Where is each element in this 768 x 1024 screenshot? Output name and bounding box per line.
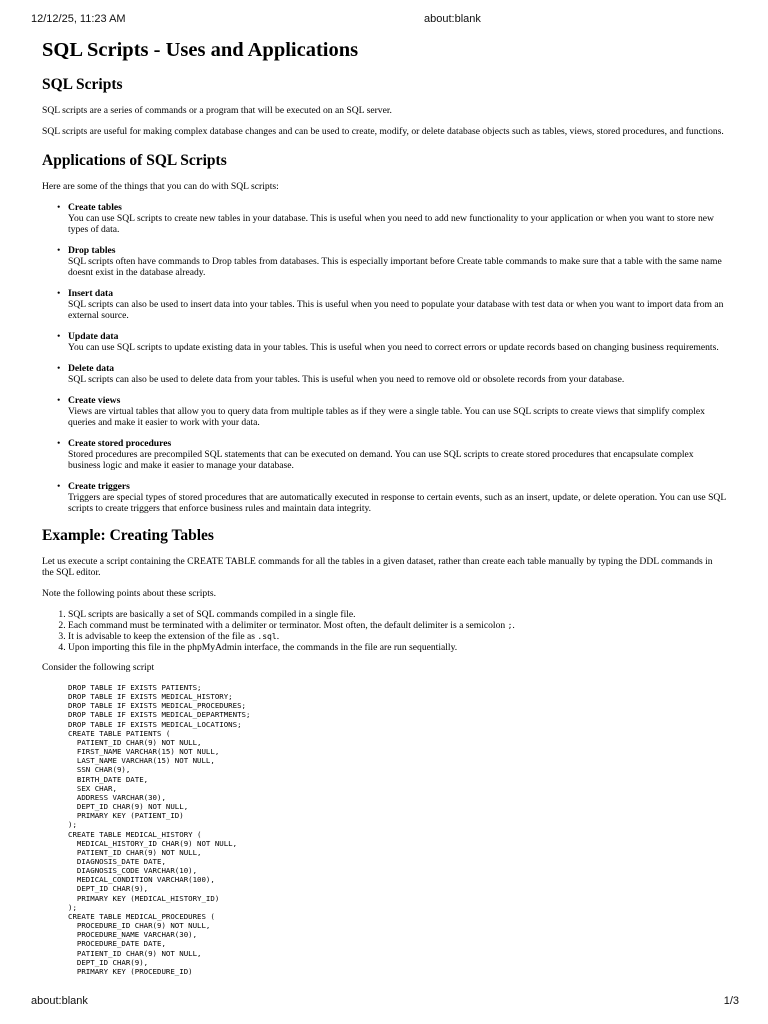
list-item-title: Insert data bbox=[68, 288, 114, 299]
sql-code-block: DROP TABLE IF EXISTS PATIENTS; DROP TABLE IF EXISTS MEDICAL_HISTORY; DROP TABLE IF EXISTS MEDICAL_PROCEDURES; DROP TABLE IF EXISTS MEDICAL_DEPARTMENTS; DROP TABLE IF EXISTS MEDICAL_LOCATIONS; CREATE TABLE PATIENTS ( PATIENT_ID CHAR(9) NOT NULL, FIRST_NAME VARCHAR(15) NOT NULL, LAST_NAME VARCHAR(15) NOT NULL, SSN CHAR(9), BIRTH_DATE DATE, SEX CHAR, ADDRESS VARCHAR(30), DEPT_ID CHAR(9) NOT NULL, PRIMARY KEY (PATIENT_ID) ); CREATE TABLE MEDICAL_HISTORY ( MEDICAL_HISTORY_ID CHAR(9) NOT NULL, PATIENT_ID CHAR(9) NOT NULL, DIAGNOSIS_DATE DATE, DIAGNOSIS_CODE VARCHAR(10), MEDICAL_CONDITION VARCHAR(100), DEPT_ID CHAR(9), PRIMARY KEY (MEDICAL_HISTORY_ID) ); CREATE TABLE MEDICAL_PROCEDURES ( PROCEDURE_ID CHAR(9) NOT NULL, PROCEDURE_NAME VARCHAR(30), PROCEDURE_DATE DATE, PATIENT_ID CHAR(9) NOT NULL, DEPT_ID CHAR(9), PRIMARY KEY (PROCEDURE_ID) bbox=[68, 683, 251, 976]
list-item: 1. SQL scripts are basically a set of SQL commands compiled in a single file. bbox=[68, 609, 726, 620]
list-item bbox=[57, 363, 726, 385]
point-text: Each command must be terminated with a delimiter or terminator. Most often, the default delimiter is a semicolon bbox=[68, 620, 508, 631]
section-heading-sql-scripts: SQL Scripts bbox=[42, 76, 123, 93]
list-item-text: SQL scripts can also be used to insert data into your tables. This is useful when you need to populate your database with test data or when you want to import data from an external source. bbox=[68, 299, 724, 321]
list-item bbox=[57, 438, 726, 471]
list-item bbox=[68, 631, 726, 642]
list-item-text: Stored procedures are precompiled SQL statements that can be executed on demand. You can use SQL scripts to create stored procedures that encapsulate complex business logic and make it easier to manage your database. bbox=[68, 449, 694, 471]
bullet-icon: • bbox=[57, 481, 61, 492]
example-paragraph-1: Let us execute a script containing the CREATE TABLE commands for all the tables in a given dataset, rather than create each table manually by typing the DDL commands in the SQL editor. bbox=[42, 556, 713, 578]
list-item-title: Delete data bbox=[68, 363, 115, 374]
list-item-title: Create triggers bbox=[68, 481, 130, 492]
point-end: . bbox=[512, 620, 515, 631]
list-item-text: You can use SQL scripts to create new tables in your database. This is useful when you need to add new functionality to your application or when you want to store new types of data. bbox=[68, 213, 714, 235]
list-item-text: SQL scripts often have commands to Drop tables from databases. This is especially important before Create table commands to make sure that a table with the same name doesnt exist in the database already. bbox=[68, 256, 722, 278]
applications-list bbox=[42, 202, 726, 514]
point-text: It is advisable to keep the extension of the file as bbox=[68, 631, 258, 642]
list-item bbox=[68, 620, 726, 631]
section-heading-applications: Applications of SQL Scripts bbox=[42, 152, 227, 169]
intro-paragraph-1: SQL scripts are a series of commands or a program that will be executed on an SQL server. bbox=[42, 105, 392, 116]
bullet-icon: • bbox=[57, 395, 61, 406]
print-footer bbox=[0, 995, 768, 1009]
list-item-text: SQL scripts can also be used to delete data from your tables. This is useful when you need to remove old or obsolete records from your database. bbox=[68, 374, 625, 385]
list-item bbox=[57, 245, 726, 278]
consider-text: Consider the following script bbox=[42, 662, 155, 673]
example-paragraph-2: Note the following points about these scripts. bbox=[42, 588, 216, 599]
inline-code: .sql bbox=[257, 632, 277, 641]
page-number: 1/3 bbox=[723, 995, 739, 1007]
bullet-icon: • bbox=[57, 438, 61, 449]
list-item bbox=[57, 202, 726, 235]
list-item bbox=[57, 288, 726, 321]
bullet-icon: • bbox=[57, 363, 61, 374]
bullet-icon: • bbox=[57, 288, 61, 299]
list-item-text: Views are virtual tables that allow you to query data from multiple tables as if they were a single table. You can use SQL scripts to create views that simplify complex queries and make it easier to work with your data. bbox=[68, 406, 705, 428]
list-item-title: Drop tables bbox=[68, 245, 116, 256]
list-item-text: Triggers are special types of stored procedures that are automatically executed in response to certain events, such as an insert, update, or delete operation. You can use SQL scripts to create triggers that enforce business rules and maintain data integrity. bbox=[68, 492, 726, 514]
list-item-title: Update data bbox=[68, 331, 119, 342]
bullet-icon: • bbox=[57, 331, 61, 342]
inline-code: ; bbox=[507, 621, 513, 630]
page-title: SQL Scripts - Uses and Applications bbox=[42, 39, 359, 61]
footer-url: about:blank bbox=[31, 995, 88, 1007]
applications-lead: Here are some of the things that you can do with SQL scripts: bbox=[42, 181, 279, 192]
document-body bbox=[42, 37, 726, 976]
intro-paragraph-2: SQL scripts are useful for making complex database changes and can be used to create, modify, or delete database objects such as tables, views, stored procedures, and functions. bbox=[42, 126, 724, 137]
bullet-icon: • bbox=[57, 245, 61, 256]
list-item bbox=[57, 481, 726, 514]
print-header bbox=[0, 13, 768, 27]
list-item bbox=[57, 395, 726, 428]
section-heading-example: Example: Creating Tables bbox=[42, 527, 214, 544]
point-end: . bbox=[276, 631, 280, 642]
list-item-text: You can use SQL scripts to update existing data in your tables. This is useful when you need to correct errors or update records based on changing business requirements. bbox=[68, 342, 719, 353]
list-item-title: Create tables bbox=[68, 202, 122, 213]
print-url: about:blank bbox=[424, 13, 481, 25]
bullet-icon: • bbox=[57, 202, 61, 213]
list-item: 4. Upon importing this file in the phpMyAdmin interface, the commands in the file are run sequentially. bbox=[68, 642, 726, 653]
list-item-title: Create views bbox=[68, 395, 121, 406]
print-datetime: 12/12/25, 11:23 AM bbox=[31, 13, 126, 25]
list-item bbox=[57, 331, 726, 353]
list-item-title: Create stored procedures bbox=[68, 438, 172, 449]
points-list bbox=[42, 609, 726, 653]
